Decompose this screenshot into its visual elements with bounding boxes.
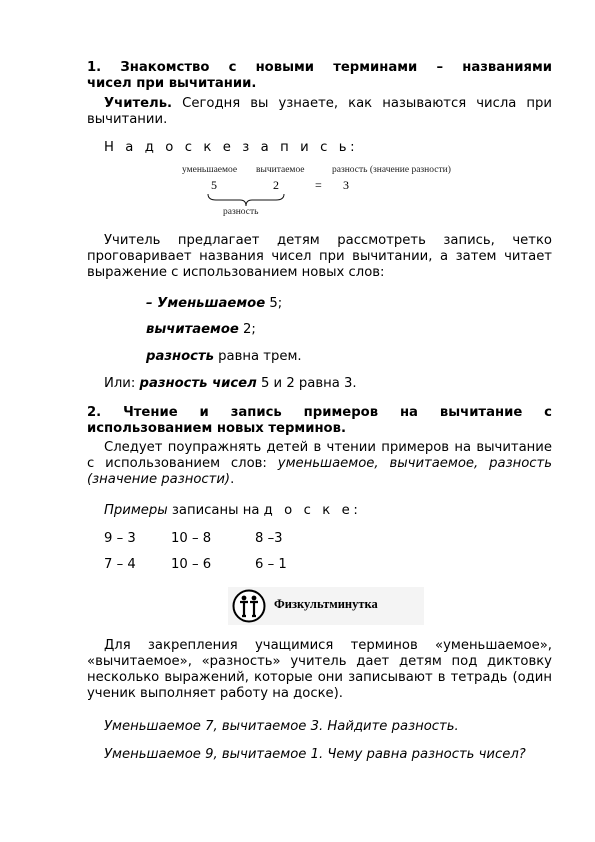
- examples-board: д о с к е:: [263, 503, 362, 518]
- equals-sign: =: [315, 178, 322, 192]
- example-item: 10 – 8: [171, 531, 212, 546]
- subtrahend-number: 2: [273, 178, 279, 192]
- result-number: 3: [343, 178, 349, 192]
- minuend-term: – Уменьшаемое: [146, 296, 266, 311]
- task-1: Уменьшаемое 7, вычитаемое 3. Найдите разность.: [104, 719, 459, 734]
- section2-paragraph: [87, 440, 552, 488]
- section2-text: Следует поупражнять детей в чтении примеров на вычитание с использованием слов:: [87, 440, 552, 471]
- explain-paragraph: Учитель предлагает детям рассмотреть запись, четко проговаривает названия чисел при вычитании, а затем читает выражение с использованием новых слов:: [87, 233, 552, 280]
- example-item: 6 – 1: [255, 557, 287, 572]
- term-line-2-value: 2;: [238, 322, 256, 337]
- section2-text-end: .: [230, 472, 235, 487]
- brace-label: разность: [223, 207, 259, 217]
- term-line-2: [146, 322, 446, 338]
- section2-heading-line1: 2. Чтение и запись примеров на вычитание с: [87, 405, 552, 420]
- board-intro: Н а д о с к е з а п и с ь:: [104, 140, 359, 155]
- subtrahend-term: вычитаемое: [146, 322, 239, 337]
- dictation-paragraph: Для закрепления учащимися терминов «уменьшаемое», «вычитаемое», «разность» учитель дает детям под диктовку несколько выражений, которые они записывают в тетрадь (один ученик выполняет работу на доске).: [87, 638, 552, 701]
- subtrahend-label: вычитаемое: [256, 165, 305, 175]
- or-prefix: Или:: [104, 376, 140, 391]
- section2-terms-italic: уменьшаемое, вычитаемое, разность (значение разности): [87, 456, 552, 487]
- section1-heading-line1: 1. Знакомство с новыми терминами – названиями: [87, 60, 552, 75]
- teacher-label: Учитель.: [104, 96, 173, 111]
- section2-heading-line2: использованием новых терминов.: [87, 421, 346, 436]
- examples-line: [104, 503, 504, 519]
- teacher-text: Сегодня вы узнаете, как называются числа при вычитании.: [87, 96, 552, 127]
- term-line-1: [146, 296, 446, 312]
- examples-term: Примеры: [104, 503, 168, 518]
- term-line-3: [146, 349, 446, 365]
- brace-icon: [206, 192, 286, 208]
- example-item: 9 – 3: [104, 531, 136, 546]
- example-item: 8 –3: [255, 531, 283, 546]
- minuend-number: 5: [211, 178, 217, 192]
- exercising-people-icon: [232, 589, 266, 623]
- or-rest: 5 и 2 равна 3.: [256, 376, 357, 391]
- exercise-break-text: Физкультминутка: [274, 597, 378, 611]
- board-diagram: [180, 165, 480, 221]
- term-line-1-value: 5;: [265, 296, 283, 311]
- difference-label: разность (значение разности): [332, 165, 451, 175]
- term-line-3-value: равна трем.: [213, 349, 302, 364]
- section1-heading-line2: чисел при вычитании.: [87, 76, 257, 91]
- difference-of-numbers-term: разность чисел: [139, 376, 257, 391]
- examples-mid: записаны на: [167, 503, 264, 518]
- minuend-label: уменьшаемое: [182, 165, 238, 175]
- exercise-break-banner: [228, 587, 424, 625]
- difference-term: разность: [146, 349, 214, 364]
- example-item: 10 – 6: [171, 557, 212, 572]
- teacher-paragraph: [87, 96, 552, 128]
- task-2: Уменьшаемое 9, вычитаемое 1. Чему равна разность чисел?: [104, 747, 526, 762]
- or-line: [104, 376, 504, 392]
- example-item: 7 – 4: [104, 557, 136, 572]
